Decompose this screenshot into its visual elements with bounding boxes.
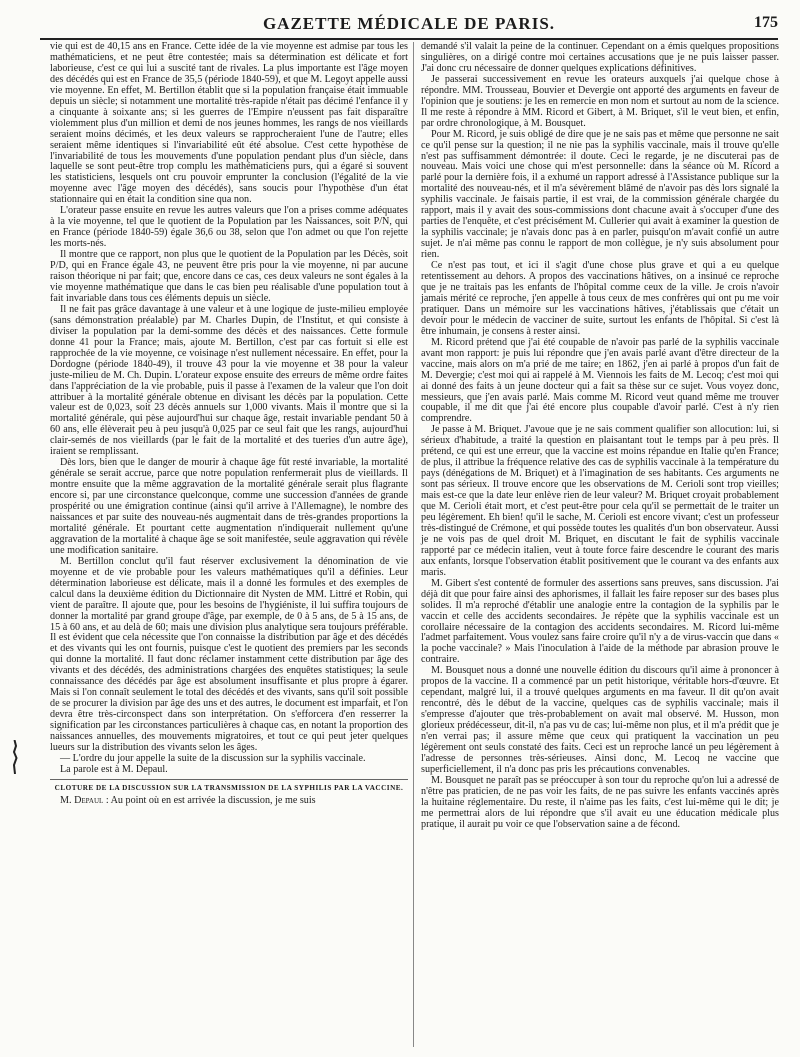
paragraph: La parole est à M. Depaul. <box>60 763 168 775</box>
speaker-name: M. Depaul : <box>60 794 109 806</box>
paragraph: M. Bousquet nous a donné une nouvelle édition du discours qu'il aime à prononcer à propos de la vaccine. Il a commencé par un petit historique, véritable hors-d'œuvre. Et cependant, malgré lui, il a trouvé quelques arguments en ma faveur. Il dit qu'on avait rencontré, dès le début de la vaccine, quelques cas de syphilis vaccinale; mais il s'empresse d'ajouter que très-probablement on avait mal observé. M. Husson, mon glorieux prédécesseur, dit-il, n'a pas vu de cas; lui-même non plus, et il m'a prédit que je n'en verrai pas; il assure même que ceux qui pratiquent la vaccination un peu légèrement ont seuls constaté des faits. Ceci est un reproche lancé un peu légèrement à l'adresse de personnes très-sérieuses. Ainsi donc, M. Lecoq ne vaccine que superficiellement, il n'a donc pas pris les précautions convenables. <box>421 665 779 775</box>
paragraph: vie qui est de 40,15 ans en France. Cette idée de la vie moyenne est admise par tous les mathématiciens, et ne peut être contestée; mais sa détermination est délicate et fort laborieuse, c'est ce qui lui a suscité tant de rivales. La plus importante est l'âge moyen des décédés qui est en France de 35,5 (période 1840-59), et que M. Legoyt appelle aussi vie moyenne. En effet, M. Bertillon établit que si la population française était immuable depuis un siècle; si notamment une mortalité très-rapide n'était pas décimé l'enfance il y a cinquante à soixante ans; si les guerres de l'Empire n'eussent pas fait disparaître violemment plus d'un million et demi de nos jeunes hommes, les rangs de nos vieillards seraient moins décimés, et les deux valeurs se rapprocheraient l'une de l'autre; elles seraient même identiques si l'invariabilité eût été absolue. C'est cette hypothèse de l'invariabilité de tous les mouvements d'une population pendant plus d'un siècle, dans laquelle se sont peut-être trop complu les mathématiciens purs, qui a égaré si souvent les statisticiens, lesquels ont cru pouvoir emprunter la conclusion (l'égalité de la vie moyenne avec l'âge moyen des décédés), sans soucis pour l'hypothèse d'un état stationnaire qui en était la condition sine qua non. <box>50 41 408 206</box>
journal-title: GAZETTE MÉDICALE DE PARIS. <box>262 14 556 33</box>
paragraph: Je passerai successivement en revue les orateurs auxquels j'ai quelque chose à répondre. MM. Trousseau, Bouvier et Devergie ont apporté des arguments en faveur de l'opinion que je soutiens: je les en remercie en mon nom et surtout au nom de la science. Il me reste à répondre à MM. Ricord et Gibert, à M. Briquet, s'il le veut bien, et enfin, par ordre chronologique, à M. Bousquet. <box>421 73 779 129</box>
paragraph: L'orateur passe ensuite en revue les autres valeurs que l'on a prises comme adéquates à la vie moyenne, tel que le quotient de la Population par les Naissances, soit P/N, qui en France (période 1840-59) égale 36,6 ou 38, selon que l'on admet ou que l'on rejette les morts-nés. <box>50 205 408 250</box>
right-column <box>421 42 779 831</box>
column-divider <box>413 42 414 1047</box>
page-header <box>40 12 778 40</box>
paragraph: — L'ordre du jour appelle la suite de la discussion sur la syphilis vaccinale. <box>60 752 366 764</box>
paragraph: Pour M. Ricord, je suis obligé de dire que je ne sais pas et même que personne ne sait ce qu'il pense sur la question; il ne nie pas la syphilis vaccinale, mais il trouve qu'elle n'est pas suffisamment démontrée: il doute. Ceci le regarde, je ne discuterai pas de nouveau. Mais voici une chose qui m'est personnelle: dans la séance où M. Ricord a parlé pour la dernière fois, il a exhumé un rapport adressé à l'Assistance publique sur la mortalité des nouveau-nés, et il m'a sévèrement blâmé de n'avoir pas dès lors signalé la syphilis vaccinale. Je faisais partie, il est vrai, de la commission générale chargée du rapport, mais il y avait des sous-commissions dont chacune avait à s'occuper d'une des parties de l'enquête, et c'est précisément M. Cullerier qui avait à examiner la question de la syphilis vaccinale; je n'avais donc pas à en parler, puisqu'on m'avait confié un autre sujet. Je n'ai même pas connu le rapport de mon collègue, je n'y suis absolument pour rien. <box>421 128 779 261</box>
margin-mark <box>11 740 18 774</box>
paragraph: Il ne fait pas grâce davantage à une valeur et à une logique de juste-milieu employée (sans démonstration préalable) par M. Charles Dupin, de l'Institut, et qui consiste à diviser la population par la demi-somme des décès et des naissances. Cette formule donne 41 pour la France; mais, ajoute M. Bertillon, c'est par cas fortuit si elle est rapprochée de la vie moyenne, ce voisinage n'est nullement nécessaire. En effet, pour la Dordogne (période 1840-49), il trouve 43 pour la vie moyenne et 38 pour la valeur juste-milieu de M. Ch. Dupin. L'orateur expose ensuite des erreurs de même ordre faites dans l'appréciation de la vie probable, puis il passe à l'examen de la valeur que l'on doit attribuer à la mortalité générale obtenue en divisant les décès par la population. Cette valeur est de 0,023, soit 23 décès annuels sur 1,000 vivants. Mais il montre que si la mortalité générale, qui pèse aujourd'hui sur chaque âge, restait invariable pendant 50 à 60 ans, elle élèverait peu à peu jusqu'à 0,025 par ce seul fait que les rangs, aujourd'hui clair-semés de nos vieillards (par le fait de la mortalité et des tueries d'un autre âge), iraient se remplissant. <box>50 303 408 458</box>
paragraph: M. Gibert s'est contenté de formuler des assertions sans preuves, sans discussion. J'ai déjà dit que pour faire ainsi des aphorismes, il fallait les faire reposer sur des bases plus solides. Il m'a reproché d'établir une analogie entre la contagion de la syphilis par le vaccin et celle des accidents secondaires. Je répète que la syphilis vaccinale est un corollaire nécessaire de la contagion des accidents secondaires. M. Ricord lui-même l'admet parfaitement. Vous voulez sans faire croire qu'il n'y a de virus-vaccin que dans « la poche vaccinale? » Mais l'inoculation à l'aide de la méthode par abrasion prouve le contraire. <box>421 577 779 666</box>
left-column <box>50 42 408 807</box>
paragraph: M. Ricord prétend que j'ai été coupable de n'avoir pas parlé de la syphilis vaccinale avant mon rapport: je puis lui répondre que j'en avais parlé avant d'être directeur de la vaccine, mais alors on m'a prié de me taire; en 1862, j'en ai parlé à propos d'un fait de M. Devergie; c'est moi qui ai rappelé à M. Viennois les faits de M. Lecoq; c'est moi qui ai donné des faits à un jeune docteur qui a fait sa thèse sur ce sujet. Vous voyez donc, messieurs, que j'en avais parlé. Mais comme M. Ricord veut quand même me trouver coupable, il me dit que j'ai été encore plus coupable d'avoir parlé. C'est à n'y rien comprendre. <box>421 336 779 425</box>
speaker-line <box>50 796 408 807</box>
page-number: 175 <box>754 14 778 31</box>
paragraph: Ce n'est pas tout, et ici il s'agit d'une chose plus grave et qui a eu quelque retentissement au dehors. A propos des vaccinations hâtives, on a insinué ce reproche que je ne traitais pas les enfants de l'hôpital comme ceux de la ville. Je crois n'avoir jamais mérité ce reproche, j'en appelle à tous ceux de mes confrères qui ont pu me voir pratiquer. Dans un mémoire sur les vaccinations hâtives, j'établissais que c'était un devoir pour le médecin de vacciner de suite, surtout les enfants de l'hôpital. Si c'est là être inhumain, je consens à rester ainsi. <box>421 260 779 337</box>
paragraph: Je passe à M. Briquet. J'avoue que je ne sais comment qualifier son allocution: lui, si sérieux d'habitude, a traité la question en plaisantant tout le temps par à peu près. Il prétend, ce qui est une erreur, que la vaccine est moins répandue en Italie qu'en France; de plus, il attribue la fréquence relative des cas de syphilis vaccinale à la température du pays (dénégations de M. Briquet) et à l'imagination de ses habitants. Ces arguments ne sont pas sérieux. Il trouve encore que les observations de M. Cerioli sont trop vieilles; mais est-ce que la date leur enlève rien de leur valeur? M. Briquet croyait probablement que M. Cerioli était mort, et c'est peut-être pour cela qu'il se permettait de le traiter un peu légèrement. Eh bien! qu'il le sache, M. Cerioli est encore vivant; c'est un professeur très-distingué de Crémone, et qui possède toutes les qualités d'un bon observateur. Aussi je ne vois pas de quel droit M. Briquet, en discutant le fait de syphilis vaccinale rapporté par ce médecin italien, veut à toute force faire descendre le courant des maris aux enfants, lorsque l'observation établit positivement que le courant va des enfants aux maris. <box>421 424 779 578</box>
paragraph: Il montre que ce rapport, non plus que le quotient de la Population par les Décès, soit P/D, qui en France égale 43, ne peuvent être pris pour la vie moyenne, ni par aucune raison théorique ni par fait; que, encore dans ce cas, ces deux valeurs ne sont égales à la vie moyenne mathématique que dans le cas bien peu réalisable d'une population tout à fait invariable dans tous ces éléments depuis un siècle. <box>50 249 408 304</box>
paragraph: M. Bertillon conclut qu'il faut réserver exclusivement la dénomination de vie moyenne et de vie probable pour les valeurs mathématiques qu'il a définies. Leur détermination laborieuse est délicate, mais il a donné les formules et des exemples de calcul dans la deuxième édition du Dictionnaire dit Nysten de MM. Littré et Robin, qui vient de paraître. Il ajoute que, pour les besoins de l'hygiéniste, il lui suffira toujours de donner la mortalité par grand groupe d'âge, par exemple, de 0 à 5 ans, de 5 à 15 ans, de 15 à 60 ans, et au delà de 60; mais une division plus analytique sera toujours préférable. Il est évident que cela nécessite que l'on connaisse la distribution par âge et des décédés et des vivants qui les ont fournis, puisque c'est le quotient des premiers par les seconds qui donne la mortalité. Il faut donc réclamer instamment cette distribution par âge des vivants et des décédés, des administrations chargées des enquêtes statistiques; la seule connaissance des décédés par âge est absolument insuffisante et plus propre à égarer. Mais si l'on connaît seulement le total des décédés et des vivants, sans qu'il soit possible de se procurer la division par âge des uns et des autres, le document est imparfait, et l'on devra être très-circonspect dans son interprétation. On s'efforcera d'en resserrer la signification par les circonstances particulières à chaque cas, en notant la proportion des naissances annuelles, des mouvements migratoires, et tout ce qui peut jeter quelques lueurs sur la distribution des vivants selon les âges. <box>50 555 408 753</box>
speaker-text: Au point où en est arrivée la discussion, je me suis <box>110 794 316 806</box>
section-heading: CLOTURE DE LA DISCUSSION SUR LA TRANSMISSION DE LA SYPHILIS PAR LA VACCINE. <box>50 779 408 794</box>
paragraph: Dès lors, bien que le danger de mourir à chaque âge fût resté invariable, la mortalité générale se serait accrue, parce que notre population renfermerait plus de vieillards. Il montre ensuite que la même aggravation de la mortalité générale serait plus flagrante encore si, par une circonstance quelconque, comme une succession d'années de grande prospérité ou une émigration continue (ainsi qu'il arrive à l'Allemagne), le nombre des naissances et par suite des nouveau-nés augmentait dans de très-grandes proportions la mortalité générale. Et pourtant cette augmentation n'indiquerait nullement qu'une aggravation de la mortalité à chaque âge se soit manifestée, seule aggravation qui révèle une modification sanitaire. <box>50 457 408 556</box>
paragraph: M. Bousquet ne paraît pas se préoccuper à son tour du reproche qu'on lui a adressé de n'être pas praticien, de ne pas voir les faits, de ne pas suivre les enfants vaccinés après la huitaine réglementaire. Du reste, il n'aime pas les faits, c'est lui-même qui le dit; je me permettrai alors de lui répondre que s'il avait eu une éducation médicale plus pratique, il aurait pu voir ce que l'observation saine a de fécond. <box>421 774 779 830</box>
paragraph: demandé s'il valait la peine de la continuer. Cependant on a émis quelques propositions singulières, on a dirigé contre moi certaines accusations que je ne puis laisser passer. J'ai donc cru nécessaire de donner quelques explications définitives. <box>421 41 779 74</box>
